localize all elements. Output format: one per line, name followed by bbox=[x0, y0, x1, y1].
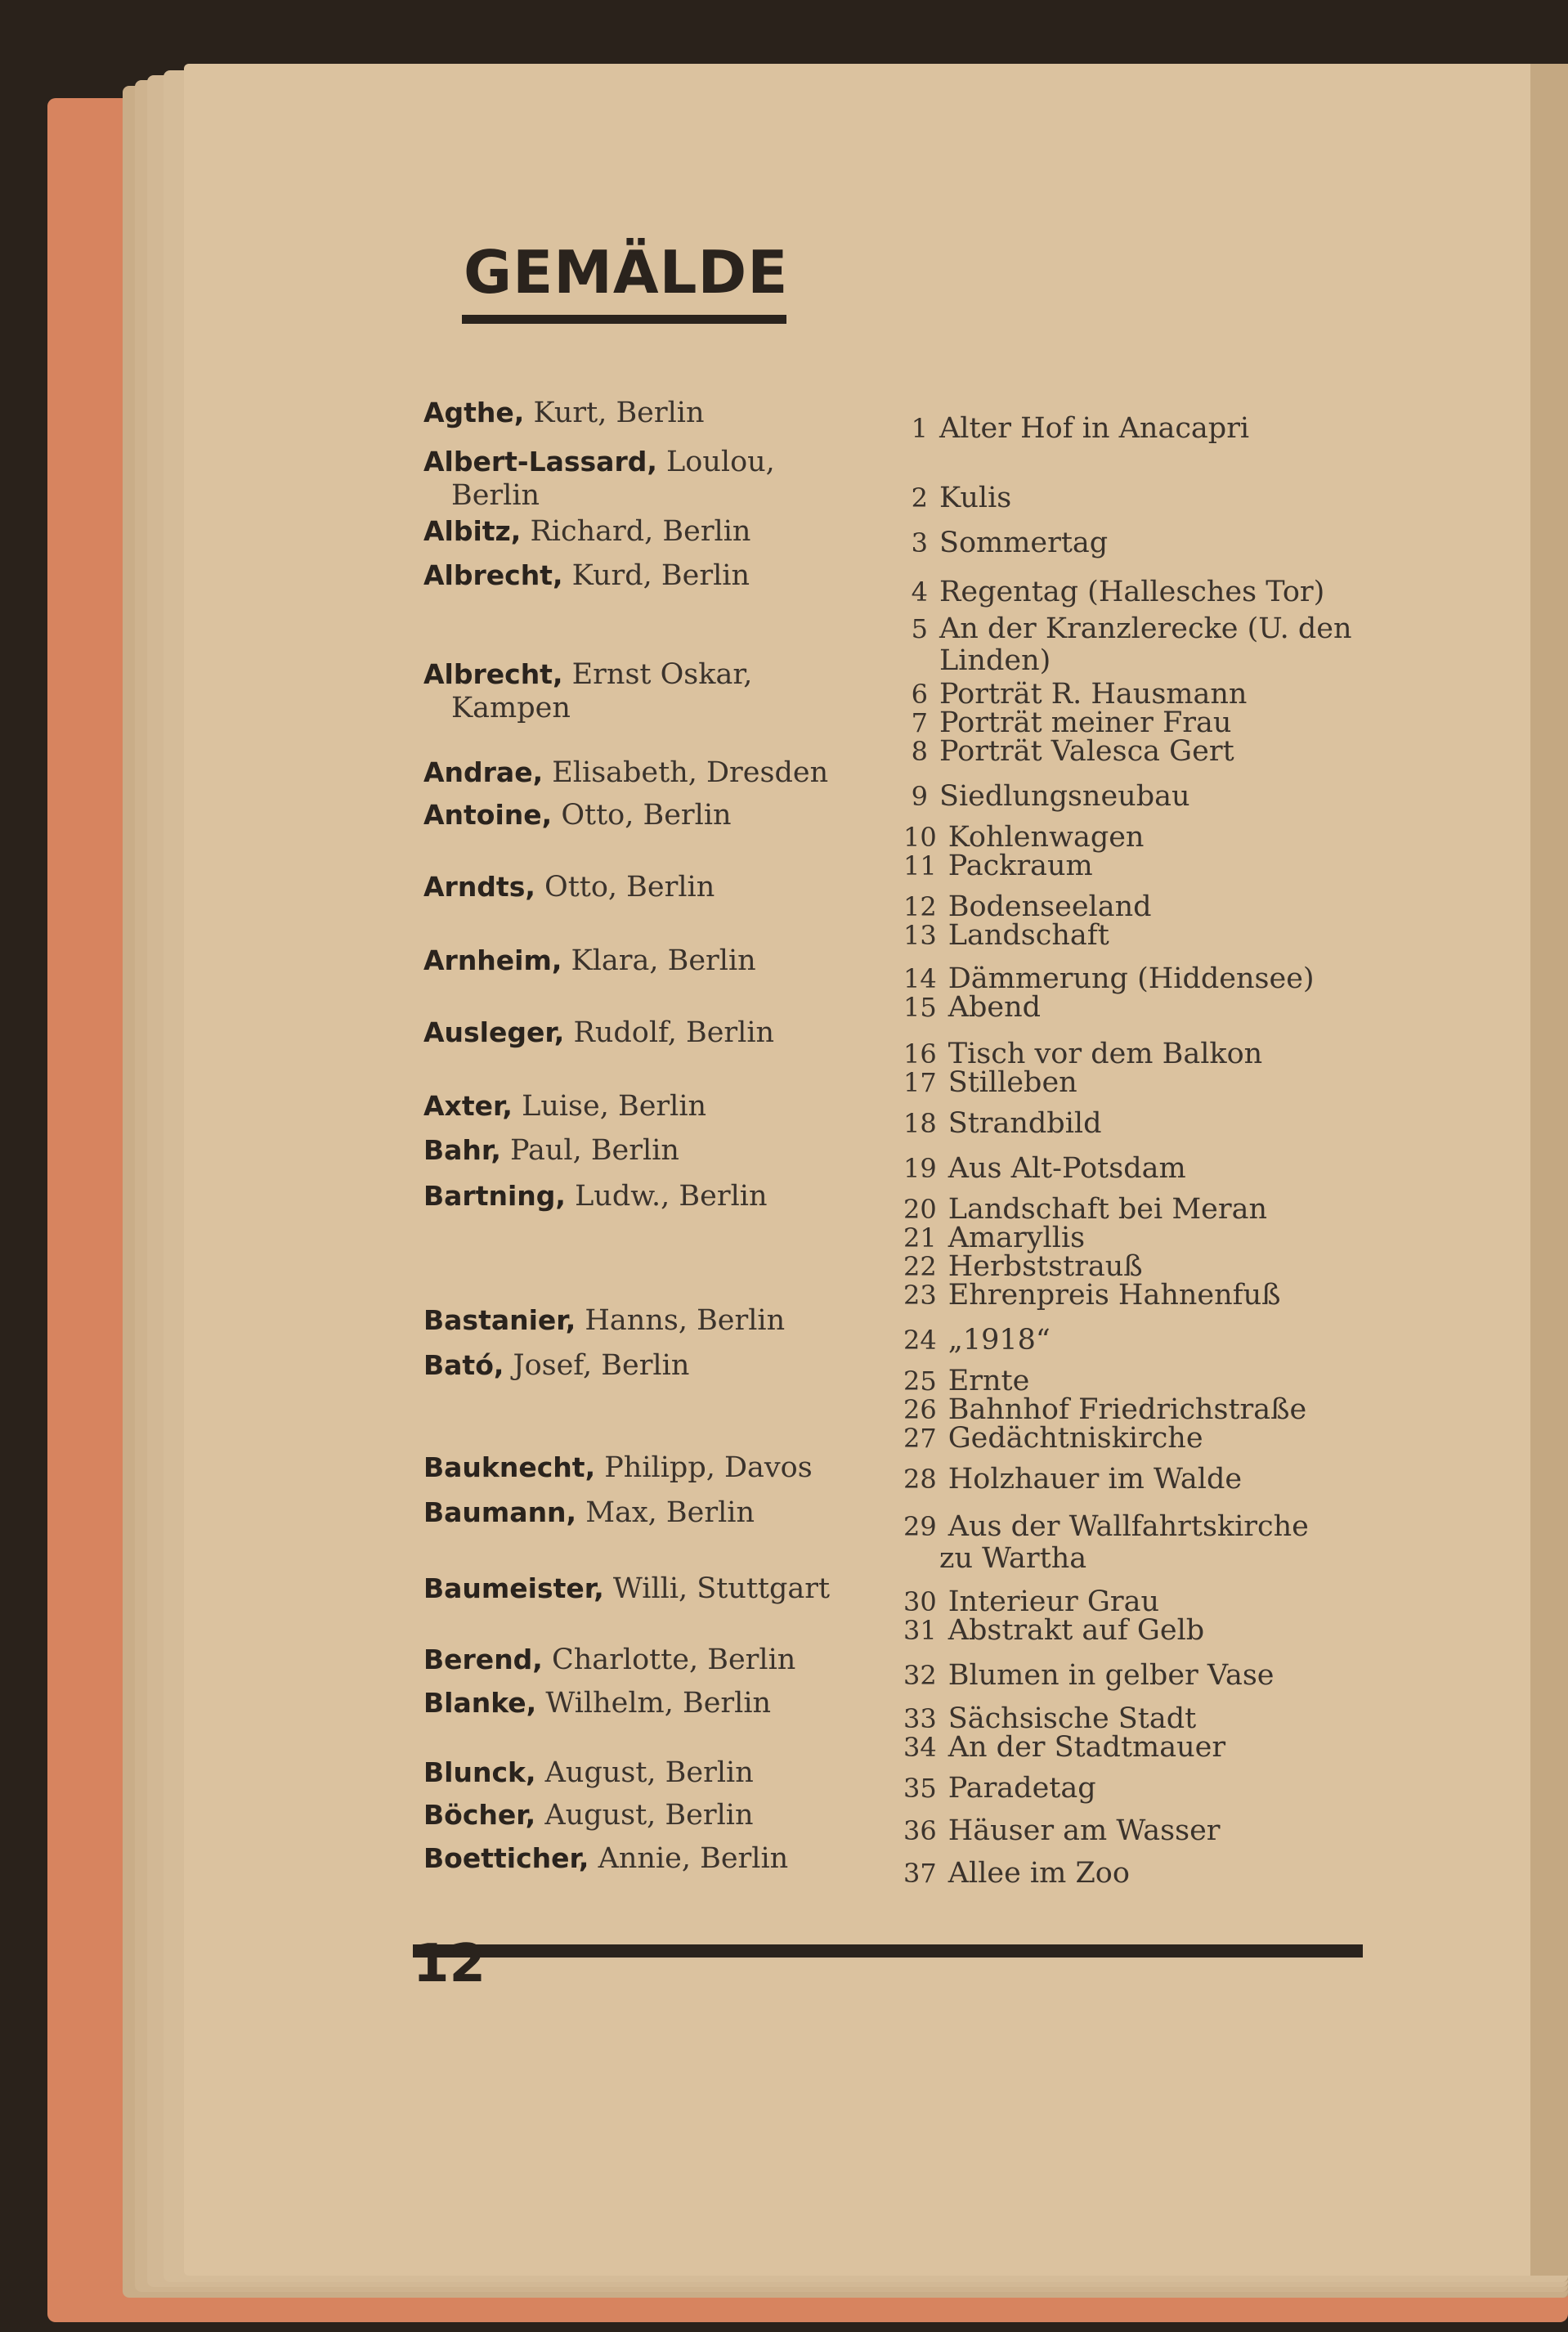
work-title: Aus der Wallfahrtskirche bbox=[948, 1510, 1309, 1543]
work-title: Holzhauer im Walde bbox=[948, 1463, 1243, 1496]
work-entry bbox=[903, 1732, 1225, 1764]
work-title: Bodenseeland bbox=[948, 890, 1152, 923]
work-number: 34 bbox=[903, 1732, 937, 1763]
work-entry bbox=[903, 920, 1109, 952]
artist-details: Willi, Stuttgart bbox=[603, 1572, 831, 1605]
work-entry bbox=[903, 850, 1093, 882]
work-number: 37 bbox=[903, 1858, 937, 1889]
artist-surname: Albitz, bbox=[423, 515, 522, 547]
artist-entry bbox=[423, 559, 750, 593]
work-number: 11 bbox=[903, 850, 937, 881]
section-title: GEMÄLDE bbox=[464, 238, 789, 307]
work-entry bbox=[903, 413, 1249, 445]
work-title: Kohlenwagen bbox=[948, 821, 1145, 854]
work-entry bbox=[903, 1280, 1281, 1312]
work-number: 33 bbox=[903, 1703, 937, 1734]
artist-entry bbox=[423, 1304, 785, 1338]
artist-surname: Berend, bbox=[423, 1644, 543, 1675]
work-title: Allee im Zoo bbox=[948, 1857, 1130, 1890]
work-number: 19 bbox=[903, 1153, 937, 1184]
work-number: 5 bbox=[911, 613, 928, 644]
work-title: Packraum bbox=[948, 850, 1093, 882]
artist-details: Otto, Berlin bbox=[535, 871, 715, 904]
work-number: 1 bbox=[911, 413, 928, 444]
work-entry bbox=[903, 1067, 1077, 1099]
artist-surname: Albrecht, bbox=[423, 658, 563, 690]
artist-entry bbox=[423, 944, 756, 978]
work-entry bbox=[903, 1858, 1130, 1890]
work-title: Dämmerung (Hiddensee) bbox=[948, 962, 1315, 995]
work-title: Häuser am Wasser bbox=[948, 1814, 1221, 1847]
artist-entry bbox=[423, 658, 752, 726]
bottom-rule bbox=[413, 1944, 1363, 1958]
work-title: Alter Hof in Anacapri bbox=[939, 412, 1250, 445]
work-title: Aus Alt-Potsdam bbox=[948, 1152, 1186, 1185]
work-entry bbox=[903, 1464, 1242, 1496]
artist-entry bbox=[423, 1799, 754, 1832]
artist-surname: Boetticher, bbox=[423, 1842, 589, 1874]
artist-entry bbox=[423, 1687, 771, 1720]
work-title: Abstrakt auf Gelb bbox=[948, 1614, 1205, 1647]
work-entry bbox=[903, 1615, 1204, 1647]
work-number: 29 bbox=[903, 1511, 937, 1542]
work-title: Porträt meiner Frau bbox=[939, 706, 1232, 739]
artist-details: August, Berlin bbox=[535, 1756, 754, 1789]
artist-surname: Agthe, bbox=[423, 397, 525, 428]
work-number: 27 bbox=[903, 1423, 937, 1454]
work-number: 15 bbox=[903, 992, 937, 1023]
work-entry bbox=[903, 736, 1234, 768]
work-entry bbox=[903, 482, 1011, 514]
work-number: 25 bbox=[903, 1366, 937, 1397]
artist-details: Luise, Berlin bbox=[512, 1090, 707, 1123]
work-entry bbox=[903, 781, 1190, 813]
artist-surname: Albert-Lassard, bbox=[423, 446, 657, 478]
artist-entry bbox=[423, 1451, 813, 1485]
work-title: „1918“ bbox=[948, 1324, 1051, 1357]
artist-details: Richard, Berlin bbox=[521, 515, 751, 548]
work-number: 26 bbox=[903, 1394, 937, 1425]
work-number: 35 bbox=[903, 1773, 937, 1804]
work-entry bbox=[903, 1325, 1051, 1357]
artist-entry bbox=[423, 515, 750, 549]
work-number: 3 bbox=[911, 527, 928, 558]
artist-entry bbox=[423, 397, 705, 430]
artist-details: Annie, Berlin bbox=[589, 1842, 789, 1875]
artist-details: Wilhelm, Berlin bbox=[536, 1687, 772, 1720]
artist-surname: Blanke, bbox=[423, 1687, 537, 1719]
work-number: 20 bbox=[903, 1194, 937, 1225]
artist-details: Philipp, Davos bbox=[595, 1451, 813, 1484]
artist-details: Loulou, bbox=[656, 446, 775, 478]
work-title: Paradetag bbox=[948, 1772, 1096, 1805]
work-entry bbox=[903, 1773, 1096, 1805]
artist-details: Otto, Berlin bbox=[552, 799, 732, 832]
work-number: 14 bbox=[903, 963, 937, 994]
work-title: Sommertag bbox=[939, 527, 1109, 559]
work-number: 21 bbox=[903, 1222, 937, 1253]
work-title: Abend bbox=[948, 991, 1042, 1024]
work-title: Strandbild bbox=[948, 1107, 1102, 1140]
work-title: Ehrenpreis Hahnenfuß bbox=[948, 1279, 1281, 1312]
artist-details: Josef, Berlin bbox=[504, 1349, 690, 1382]
artist-surname: Bató, bbox=[423, 1349, 504, 1381]
page-gutter bbox=[1530, 64, 1568, 2276]
work-number: 12 bbox=[903, 891, 937, 922]
work-title-continued: Linden) bbox=[939, 644, 1051, 678]
work-number: 31 bbox=[903, 1615, 937, 1646]
work-title: Ernte bbox=[948, 1365, 1030, 1397]
artist-surname: Baumeister, bbox=[423, 1572, 604, 1604]
work-title: Sächsische Stadt bbox=[948, 1702, 1197, 1735]
artist-entry bbox=[423, 1134, 679, 1168]
work-number: 18 bbox=[903, 1108, 937, 1139]
work-entry bbox=[903, 1660, 1275, 1692]
artist-entry bbox=[423, 1572, 830, 1606]
artist-surname: Arnheim, bbox=[423, 944, 562, 976]
work-number: 32 bbox=[903, 1660, 937, 1691]
artist-details: Klara, Berlin bbox=[562, 944, 756, 977]
artist-surname: Antoine, bbox=[423, 799, 553, 831]
artist-surname: Bartning, bbox=[423, 1180, 566, 1212]
work-title: Siedlungsneubau bbox=[939, 780, 1190, 813]
work-title: Gedächtniskirche bbox=[948, 1422, 1203, 1455]
work-number: 30 bbox=[903, 1586, 937, 1617]
artist-details: Hanns, Berlin bbox=[576, 1304, 786, 1337]
work-number: 23 bbox=[903, 1280, 937, 1311]
artist-surname: Bahr, bbox=[423, 1134, 501, 1166]
work-number: 24 bbox=[903, 1325, 937, 1356]
work-number: 22 bbox=[903, 1251, 937, 1282]
artist-entry bbox=[423, 1016, 774, 1050]
artist-entry bbox=[423, 1496, 755, 1530]
artist-details: Kurt, Berlin bbox=[524, 397, 705, 429]
work-entry bbox=[903, 613, 1352, 677]
work-number: 13 bbox=[903, 920, 937, 951]
artist-details: Ludw., Berlin bbox=[565, 1180, 768, 1213]
work-number: 16 bbox=[903, 1038, 937, 1070]
artist-details-continued: Kampen bbox=[451, 692, 571, 725]
artist-details: Charlotte, Berlin bbox=[542, 1644, 796, 1676]
work-number: 8 bbox=[911, 736, 928, 767]
work-entry bbox=[903, 992, 1041, 1024]
artist-entry bbox=[423, 1090, 706, 1123]
work-number: 28 bbox=[903, 1464, 937, 1495]
work-entry bbox=[903, 576, 1324, 608]
artist-details: Paul, Berlin bbox=[500, 1134, 679, 1167]
artist-entry bbox=[423, 1842, 788, 1876]
work-title: Kulis bbox=[939, 482, 1012, 514]
artist-surname: Ausleger, bbox=[423, 1016, 565, 1048]
artist-details: Elisabeth, Dresden bbox=[543, 756, 829, 789]
work-entry bbox=[903, 1423, 1203, 1455]
work-number: 4 bbox=[911, 576, 928, 608]
artist-surname: Bastanier, bbox=[423, 1304, 576, 1336]
artist-entry bbox=[423, 1644, 795, 1677]
work-entry bbox=[903, 1108, 1102, 1140]
work-title: An der Kranzlerecke (U. den bbox=[939, 612, 1352, 645]
work-title: Tisch vor dem Balkon bbox=[948, 1038, 1263, 1070]
work-title: Regentag (Hallesches Tor) bbox=[939, 576, 1325, 608]
artist-surname: Bauknecht, bbox=[423, 1451, 596, 1483]
artist-details-continued: Berlin bbox=[451, 479, 540, 513]
artist-details: Rudolf, Berlin bbox=[564, 1016, 775, 1049]
work-number: 6 bbox=[911, 679, 928, 710]
work-title: Porträt R. Hausmann bbox=[939, 678, 1248, 711]
artist-surname: Blunck, bbox=[423, 1756, 536, 1788]
work-entry bbox=[903, 1153, 1186, 1185]
work-title: Porträt Valesca Gert bbox=[939, 735, 1234, 768]
work-number: 36 bbox=[903, 1815, 937, 1846]
work-number: 10 bbox=[903, 822, 937, 853]
page-number: 12 bbox=[413, 1934, 486, 1994]
artist-entry bbox=[423, 871, 715, 904]
work-title: An der Stadtmauer bbox=[948, 1731, 1226, 1764]
artist-surname: Baumann, bbox=[423, 1496, 577, 1528]
work-number: 7 bbox=[911, 707, 928, 738]
artist-entry bbox=[423, 1349, 689, 1383]
work-number: 9 bbox=[911, 781, 928, 812]
artist-surname: Axter, bbox=[423, 1090, 513, 1122]
artist-details: Max, Berlin bbox=[576, 1496, 755, 1529]
work-entry bbox=[903, 527, 1108, 559]
artist-surname: Arndts, bbox=[423, 871, 535, 903]
work-title: Stilleben bbox=[948, 1066, 1077, 1099]
artist-details: August, Berlin bbox=[535, 1799, 754, 1832]
artist-entry bbox=[423, 799, 732, 832]
artist-entry bbox=[423, 1756, 754, 1790]
work-entry bbox=[903, 1815, 1221, 1847]
artist-surname: Andrae, bbox=[423, 756, 544, 788]
work-entry bbox=[903, 1511, 1309, 1575]
work-number: 2 bbox=[911, 482, 928, 513]
work-title: Interieur Grau bbox=[948, 1585, 1159, 1618]
artist-entry bbox=[423, 1180, 768, 1213]
work-title-continued: zu Wartha bbox=[939, 1542, 1087, 1576]
work-title: Blumen in gelber Vase bbox=[948, 1659, 1275, 1692]
artist-details: Ernst Oskar, bbox=[562, 658, 753, 691]
work-title: Landschaft bbox=[948, 919, 1109, 952]
artist-entry bbox=[423, 446, 775, 513]
artist-details: Kurd, Berlin bbox=[562, 559, 750, 592]
work-title: Bahnhof Friedrichstraße bbox=[948, 1393, 1307, 1426]
title-underline bbox=[462, 315, 786, 324]
artist-entry bbox=[423, 756, 828, 790]
work-title: Herbststrauß bbox=[948, 1250, 1143, 1283]
artist-surname: Böcher, bbox=[423, 1799, 536, 1831]
work-title: Amaryllis bbox=[948, 1222, 1086, 1254]
artist-surname: Albrecht, bbox=[423, 559, 563, 591]
work-number: 17 bbox=[903, 1067, 937, 1098]
work-title: Landschaft bei Meran bbox=[948, 1193, 1268, 1226]
